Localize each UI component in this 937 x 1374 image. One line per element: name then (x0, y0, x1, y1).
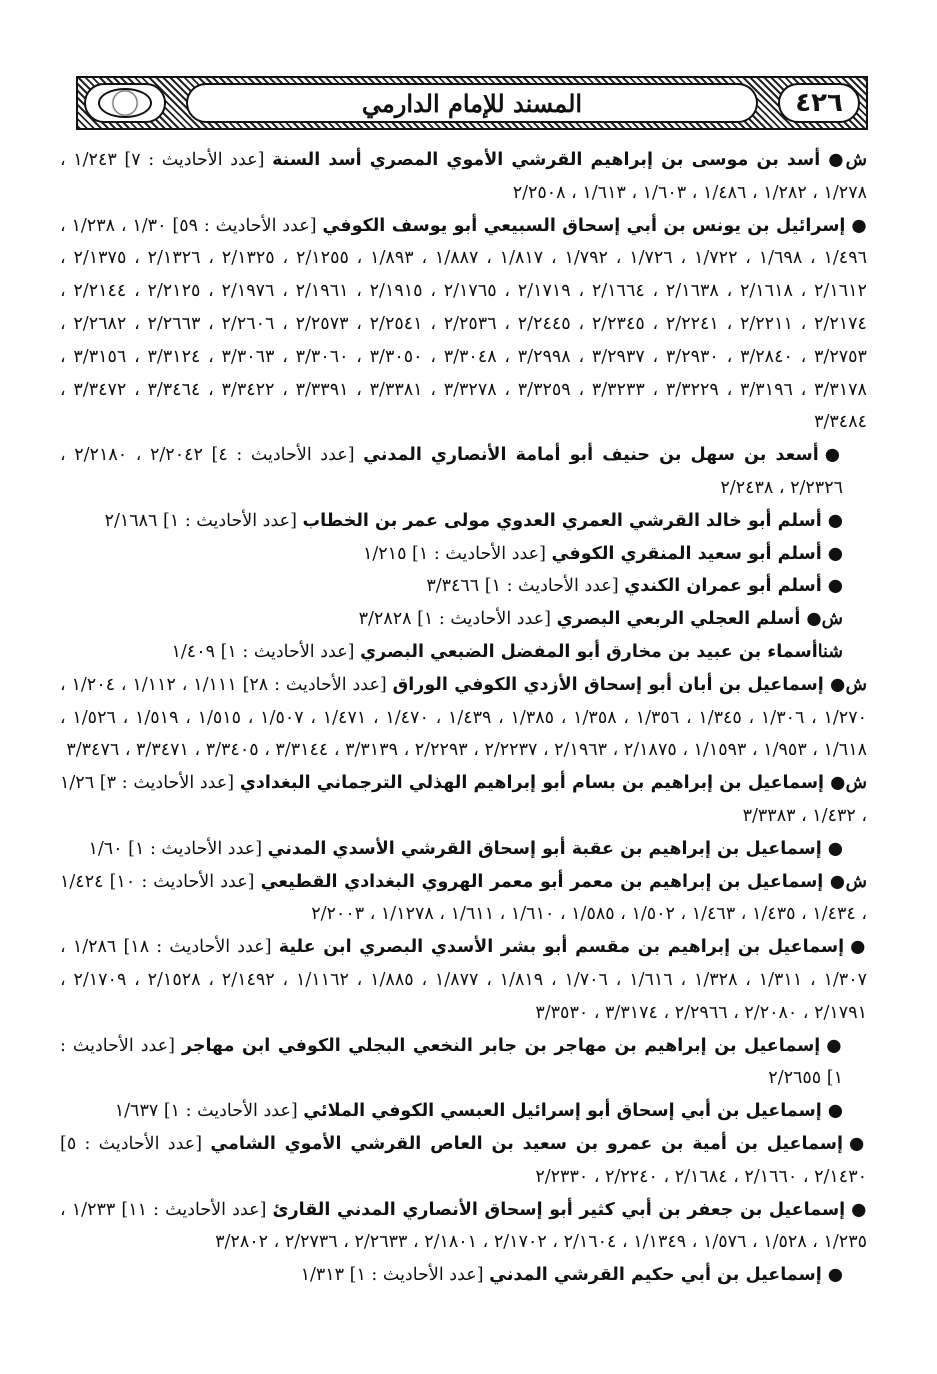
entry-marker: ش (845, 150, 867, 170)
hadith-references: [عدد الأحاديث : ٣] ١/٢٦ ، ١/٤٣٢ ، ٣/٣٣٨٣ (60, 773, 867, 826)
narrator-name: أسلم أبو سعيد المنقري الكوفي (551, 543, 822, 564)
book-title: المسند للإمام الدارمي (361, 88, 583, 118)
header-title-frame (186, 83, 758, 123)
narrator-entry (60, 505, 867, 538)
narrator-name: أسلم أبو عمران الكندي (624, 576, 822, 597)
bullet-icon: ● (827, 543, 843, 564)
emblem-frame (84, 83, 166, 123)
narrator-entry (60, 570, 867, 603)
narrator-entry (60, 669, 867, 767)
narrator-entry (60, 1030, 867, 1096)
hadith-references: [عدد الأحاديث : ٥] ٢/١٤٣٠ ، ٢/١٦٦٠ ، ٢/١٦٨٤ ، ٢/٢٢٤٠ ، ٢/٢٣٣٠ (60, 1133, 867, 1187)
hadith-references: [عدد الأحاديث : ١] ٢/١٦٨٦ (104, 510, 303, 531)
bullet-icon: ● (829, 674, 846, 695)
hadith-references: [عدد الأحاديث : ١٨] ١/٢٨٦ ، ١/٣٠٧ ، ١/٣١١ ، ١/٣٢٨ ، ١/٦١٦ ، ١/٧٠٦ ، ١/٨١٩ ، ١/٨٧٧ ، ١/٨٨٥ ، ١/١١٦٢ ، ٢/١٤٩٢ ، ٢/١٥٢٨ ، ٢/١٧٠٩ ، ٢/١٧٩١ ، ٢/٢٠٨٠ ، ٢/٢٩٦٦ ، ٣/٣١٧٤ ، ٣/٣٥٣٠ (60, 937, 867, 1023)
hadith-references: [عدد الأحاديث : ٥٩] ١/٣٠ ، ١/٢٣٨ ، ١/٤٩٦ ، ١/٦٩٨ ، ١/٧٢٢ ، ١/٧٢٦ ، ١/٧٩٢ ، ١/٨١٧ ، ١/٨٨٧ ، ١/٨٩٣ ، ٢/١٢٥٥ ، ٢/١٣٢٥ ، ٢/١٣٢٦ ، ٢/١٣٧٥ ، ٢/١٦١٢ ، ٢/١٦١٨ ، ٢/١٦٣٨ ، ٢/١٦٦٤ ، ٢/١٧١٩ ، ٢/١٧٦٥ ، ٢/١٩١٥ ، ٢/١٩٦١ ، ٢/١٩٧٦ ، ٢/٢١٢٥ ، ٢/٢١٤٤ ، ٢/٢١٧٤ ، ٢/٢٢١١ ، ٢/٢٢٤١ ، ٢/٢٣٤٥ ، ٢/٢٤٤٥ ، ٢/٢٥٣٦ ، ٢/٢٥٤١ ، ٢/٢٥٧٣ ، ٢/٢٦٠٦ ، ٢/٢٦٦٣ ، ٢/٢٦٨٢ ، ٣/٢٧٥٣ ، ٣/٢٨٤٠ ، ٣/٢٩٣٠ ، ٣/٢٩٣٧ ، ٣/٢٩٩٨ ، ٣/٣٠٤٨ ، ٣/٣٠٥٠ ، ٣/٣٠٦٠ ، ٣/٣٠٦٣ ، ٣/٣١٢٤ ، ٣/٣١٥٦ ، ٣/٣١٧٨ ، ٣/٣١٩٦ ، ٣/٣٢٢٩ ، ٣/٣٢٣٣ ، ٣/٣٢٥٩ ، ٣/٣٢٧٨ ، ٣/٣٣٨١ ، ٣/٣٣٩١ ، ٣/٣٤٢٢ ، ٣/٣٤٦٤ ، ٣/٣٤٧٢ ، ٣/٣٤٨٤ (60, 215, 867, 433)
hadith-references: [عدد الأحاديث : ١٠] ١/٤٢٤ ، ١/٤٣٤ ، ١/٤٣٥ ، ١/٤٦٣ ، ١/٥٠٢ ، ١/٥٨٥ ، ١/٦١٠ ، ١/٦١١ ، ١/١٢٧٨ ، ٢/٢٠٠٣ (60, 871, 867, 925)
hadith-references: [عدد الأحاديث : ١] ٢/٢٦٥٥ (60, 1035, 843, 1089)
narrator-name: إسماعيل بن أمية بن عمرو بن سعيد بن العاص القرشي الأموي الشامي (210, 1133, 843, 1154)
narrator-entry (60, 439, 867, 505)
bullet-icon: ● (827, 1265, 843, 1286)
bullet-icon: ● (826, 150, 846, 170)
bullet-icon: ● (849, 1133, 867, 1154)
narrators-index (60, 144, 867, 1292)
page-number-frame (778, 83, 860, 123)
narrator-name: أسد بن موسى بن إبراهيم القرشي الأموي المصري أسد السنة (272, 150, 821, 170)
hadith-references: [عدد الأحاديث : ٢٨] ١/١١١ ، ١/١١٢ ، ١/٢٠٤ ، ١/٢٧٠ ، ١/٣٠٦ ، ١/٣٤٥ ، ١/٣٥٦ ، ١/٣٥٨ ، ١/٣٨٥ ، ١/٤٣٩ ، ١/٤٧٠ ، ١/٤٧١ ، ١/٥٠٧ ، ١/٥١٥ ، ١/٥١٩ ، ١/٥٢٦ ، ١/٦١٨ ، ١/٩٥٣ ، ١/١٥٩٣ ، ٢/١٨٧٥ ، ٢/١٩٦٣ ، ٢/٢٢٣٧ ، ٢/٢٢٩٣ ، ٣/٣١٣٩ ، ٣/٣١٤٤ ، ٣/٣٤٠٥ ، ٣/٣٤٧١ ، ٣/٣٤٧٦ (60, 674, 867, 761)
bullet-icon: ● (827, 838, 843, 859)
narrator-entry (60, 1128, 867, 1194)
narrator-name: إسماعيل بن إبراهيم بن بسام أبو إبراهيم الهذلي الترجماني البغدادي (239, 773, 825, 794)
narrator-name: أسلم أبو خالد القرشي العمري العدوي مولى عمر بن الخطاب (302, 510, 822, 531)
book-emblem-icon (98, 88, 152, 118)
narrator-name: إسماعيل بن إبراهيم بن مقسم أبو بشر الأسدي البصري ابن علية (278, 937, 845, 958)
page-header (76, 76, 868, 130)
narrator-entry (60, 767, 867, 833)
narrator-entry (60, 538, 867, 571)
bullet-icon: ● (827, 1101, 843, 1122)
page-number: ٤٢٦ (795, 88, 843, 118)
narrator-entry (60, 1095, 867, 1128)
narrator-entry (60, 210, 867, 440)
narrator-name: إسماعيل بن إبراهيم بن معمر أبو معمر الهروي البغدادي القطيعي (260, 871, 824, 892)
narrator-entry (60, 931, 867, 1029)
narrator-name: إسماعيل بن إبراهيم بن مهاجر بن جابر النخعي البجلي الكوفي ابن مهاجر (181, 1035, 821, 1056)
narrator-entry (60, 636, 867, 669)
hadith-references: [عدد الأحاديث : ١] ١/٣١٣ (300, 1265, 490, 1286)
entry-marker: ش (845, 674, 867, 695)
entry-marker: ش (845, 871, 867, 892)
bullet-icon: ● (827, 576, 843, 597)
narrator-entry (60, 603, 867, 636)
narrator-name: أسلم العجلي الربعي البصري (556, 609, 801, 630)
bullet-icon: ● (806, 609, 822, 630)
narrator-name: إسماعيل بن أبي حكيم القرشي المدني (489, 1265, 822, 1286)
bullet-icon: ● (850, 937, 867, 958)
bullet-icon: ● (826, 1035, 843, 1056)
entry-marker: شنا (817, 641, 843, 662)
hadith-references: [عدد الأحاديث : ٤] ٢/٢٠٤٢ ، ٢/٢١٨٠ ، ٢/٢٣٢٦ ، ٢/٢٤٣٨ (60, 445, 843, 498)
entry-marker: ش (821, 609, 843, 630)
narrator-entry (60, 1194, 867, 1260)
hadith-references: [عدد الأحاديث : ١] ١/٦٠ (88, 838, 268, 859)
narrator-name: إسماعيل بن إبراهيم بن عقبة أبو إسحاق القرشي الأسدي المدني (267, 838, 822, 859)
bullet-icon: ● (851, 1199, 867, 1220)
bullet-icon: ● (829, 871, 846, 892)
narrator-name: أسعد بن سهل بن حنيف أبو أمامة الأنصاري المدني (363, 445, 819, 466)
narrator-entry (60, 833, 867, 866)
bullet-icon: ● (830, 773, 846, 794)
hadith-references: [عدد الأحاديث : ١] ٣/٢٨٢٨ (358, 609, 557, 630)
narrator-entry (60, 866, 867, 932)
hadith-references: [عدد الأحاديث : ٧] ١/٢٤٣ ، ١/٢٧٨ ، ١/٢٨٢ ، ١/٤٨٦ ، ١/٦٠٣ ، ١/٦١٣ ، ٢/٢٥٠٨ (60, 150, 867, 203)
narrator-entry (60, 1259, 867, 1292)
bullet-icon: ● (851, 215, 867, 236)
bullet-icon: ● (827, 510, 843, 531)
narrator-name: أسماء بن عبيد بن مخارق أبو المفضل الضبعي البصري (360, 641, 818, 662)
hadith-references: [عدد الأحاديث : ١١] ١/٢٣٣ ، ١/٢٣٥ ، ١/٥٢٨ ، ١/٥٧٦ ، ١/١٣٤٩ ، ٢/١٦٠٤ ، ٢/١٧٠٢ ، ٢/١٨٠١ ، ٢/٢٦٣٣ ، ٢/٢٧٣٦ ، ٣/٢٨٠٢ (60, 1199, 867, 1253)
hadith-references: [عدد الأحاديث : ١] ٣/٣٤٦٦ (426, 576, 625, 597)
narrator-name: إسماعيل بن جعفر بن أبي كثير أبو إسحاق الأنصاري المدني القارئ (272, 1199, 846, 1220)
entry-marker: ش (845, 773, 867, 794)
hadith-references: [عدد الأحاديث : ١] ١/٤٠٩ (171, 641, 361, 662)
narrator-entry (60, 144, 867, 210)
narrator-name: إسماعيل بن أبان أبو إسحاق الأزدي الكوفي الوراق (392, 674, 824, 695)
narrator-name: إسرائيل بن يونس بن أبي إسحاق السبيعي أبو يوسف الكوفي (322, 215, 846, 236)
narrator-name: إسماعيل بن أبي إسحاق أبو إسرائيل العبسي الكوفي الملائي (303, 1101, 822, 1122)
bullet-icon: ● (824, 445, 843, 466)
hadith-references: [عدد الأحاديث : ١] ١/٢١٥ (362, 543, 552, 564)
hadith-references: [عدد الأحاديث : ١] ١/٦٣٧ (114, 1101, 304, 1122)
